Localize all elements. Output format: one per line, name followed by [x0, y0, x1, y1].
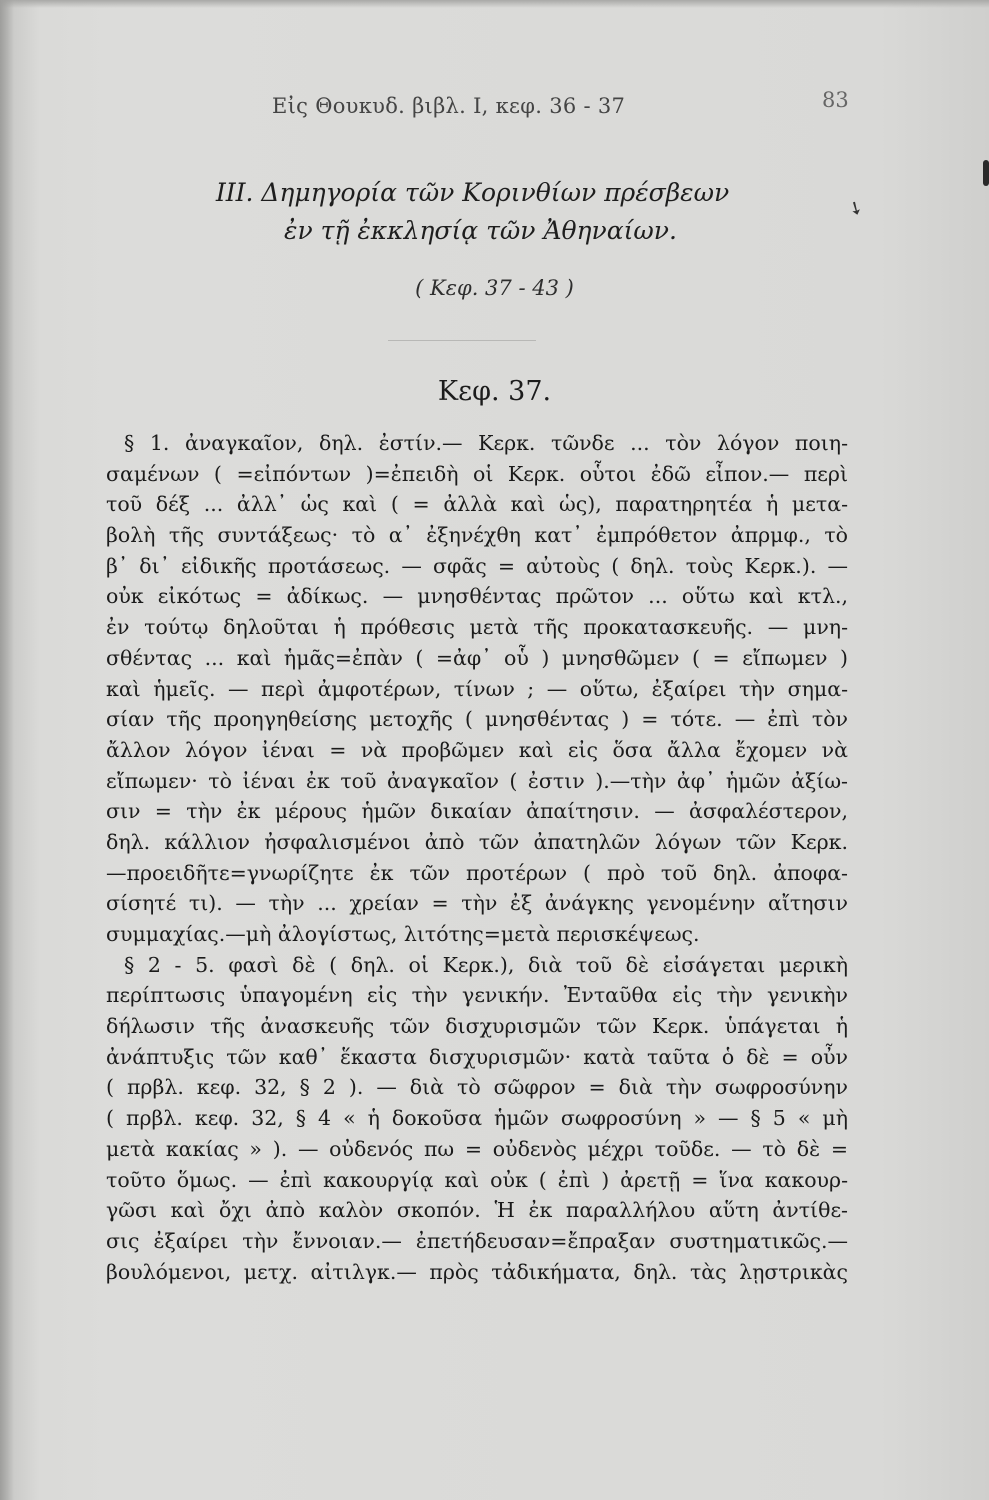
text-line: γῶσι καὶ ὄχι ἀπὸ καλὸν σκοπόν. Ἡ ἐκ παραλλήλου αὕτη ἀντίθε- [106, 1198, 848, 1223]
binding-mark [983, 160, 989, 186]
text-line: βολὴ τῆς συντάξεως· τὸ α᾽ ἐξηνέχθη κατ᾽ ἐμπρόθετον ἀπρμφ., τὸ [106, 523, 848, 548]
text-line: δηλ. κάλλιον ἠσφαλισμένοι ἀπὸ τῶν ἀπατηλῶν λόγων τῶν Κερκ. [106, 829, 848, 854]
text-line: καὶ ἡμεῖς. — περὶ ἀμφοτέρων, τίνων ; — οὕτω, ἐξαίρει τὴν σημα- [106, 676, 848, 701]
text-line: σαμένων ( =εἰπόντων )=ἐπειδὴ οἱ Κερκ. οὗτοι ἐδῶ εἶπον.— περὶ [106, 461, 848, 486]
text-line: ἐν τούτῳ δηλοῦται ἡ πρόθεσις μετὰ τῆς προκατασκευῆς. — μνη- [106, 615, 848, 640]
text-line: σθέντας ... καὶ ἡμᾶς=ἐπὰν ( =ἀφ᾽ οὗ ) μνησθῶμεν ( = εἴπωμεν ) [106, 645, 848, 670]
text-line: σίαν τῆς προηγηθείσης μετοχῆς ( μνησθέντας ) = τότε. — ἐπὶ τὸν [106, 707, 848, 732]
running-head: Εἰς Θουκυδ. βιβλ. I, κεφ. 36 - 37 [272, 94, 626, 118]
text-line: § 1. ἀναγκαῖον, δηλ. ἐστίν.— Κερκ. τῶνδε ... τὸν λόγον ποιη- [124, 431, 848, 455]
section-title-line-1: III. Δημηγορία τῶν Κορινθίων πρέσβεων [215, 178, 730, 207]
pencil-arrow-icon: ➘ [843, 195, 868, 222]
text-line: τοῦτο ὅμως. — ἐπὶ κακουργίᾳ καὶ οὐκ ( ἐπὶ ) ἀρετῇ = ἵνα κακουρ- [106, 1167, 848, 1192]
text-line: βουλόμενοι, μετχ. αἰτιλγκ.— πρὸς τἀδικήματα, δηλ. τὰς λῃστρικὰς [106, 1259, 848, 1284]
text-line: β᾽ δι᾽ εἰδικῆς προτάσεως. — σφᾶς = αὐτοὺς ( δηλ. τοὺς Κερκ.). — [106, 553, 848, 578]
text-line: εἴπωμεν· τὸ ἰέναι ἐκ τοῦ ἀναγκαῖον ( ἐστιν ).—τὴν ἀφ᾽ ἡμῶν ἀξίω- [106, 768, 848, 793]
page-number: 83 [822, 88, 849, 112]
text-line: σις ἐξαίρει τὴν ἔννοιαν.— ἐπετήδευσαν=ἔπραξαν συστηματικῶς.— [106, 1228, 848, 1253]
text-line: τοῦ δέξ ... ἀλλ᾽ ὡς καὶ ( = ἀλλὰ καὶ ὡς), παρατηρητέα ἡ μετα- [106, 492, 848, 517]
text-line: περίπτωσις ὑπαγομένη εἰς τὴν γενικήν. Ἐνταῦθα εἰς τὴν γενικὴν [106, 983, 848, 1008]
divider-rule [388, 340, 536, 341]
text-line: σιν = τὴν ἐκ μέρους ἡμῶν δικαίαν ἀπαίτησιν. — ἀσφαλέστερον, [106, 799, 848, 824]
commentary-text [106, 428, 848, 1318]
text-line: σίσητέ τι). — τὴν ... χρείαν = τὴν ἐξ ἀνάγκης γενομένην αἴτησιν [106, 891, 848, 916]
chapter-heading: Κεφ. 37. [437, 376, 552, 407]
text-line: ἄλλον λόγον ἰέναι = νὰ προβῶμεν καὶ εἰς ὅσα ἄλλα ἔχομεν νὰ [106, 737, 848, 762]
text-line: δήλωσιν τῆς ἀνασκευῆς τῶν δισχυρισμῶν τῶν Κερκ. ὑπάγεται ἡ [106, 1014, 848, 1039]
text-line [106, 1287, 848, 1318]
text-line: συμμαχίας.—μὴ ἀλογίστως, λιτότης=μετὰ περισκέψεως. [106, 922, 700, 946]
text-line: ( πρβλ. κεφ. 32, § 4 « ἡ δοκοῦσα ἡμῶν σωφροσύνη » — § 5 « μὴ [106, 1106, 848, 1131]
chapter-range: ( Κεφ. 37 - 43 ) [415, 276, 574, 300]
page-top-edge-shadow [0, 0, 989, 8]
text-line: § 2 - 5. φασὶ δὲ ( δηλ. οἱ Κερκ.), διὰ τοῦ δὲ εἰσάγεται μερικὴ [124, 952, 848, 977]
text-line: μετὰ κακίας » ). — οὐδενός πω = οὐδενὸς μέχρι τοῦδε. — τὸ δὲ = [106, 1136, 848, 1161]
text-line: —προειδῆτε=γνωρίζητε ἐκ τῶν προτέρων ( πρὸ τοῦ δηλ. ἀποφα- [106, 860, 848, 885]
section-title-line-2: ἐν τῇ ἐκκλησίᾳ τῶν Ἀθηναίων. [284, 216, 677, 245]
text-line: οὐκ εἰκότως = ἀδίκως. — μνησθέντας πρῶτον ... οὕτω καὶ κτλ., [106, 584, 848, 609]
text-line: ( πρβλ. κεφ. 32, § 2 ). — διὰ τὸ σῶφρον = διὰ τὴν σωφροσύνην [106, 1075, 848, 1100]
text-line: ἀνάπτυξις τῶν καθ᾽ ἕκαστα δισχυρισμῶν· κατὰ ταῦτα ὁ δὲ = οὖν [106, 1044, 848, 1069]
